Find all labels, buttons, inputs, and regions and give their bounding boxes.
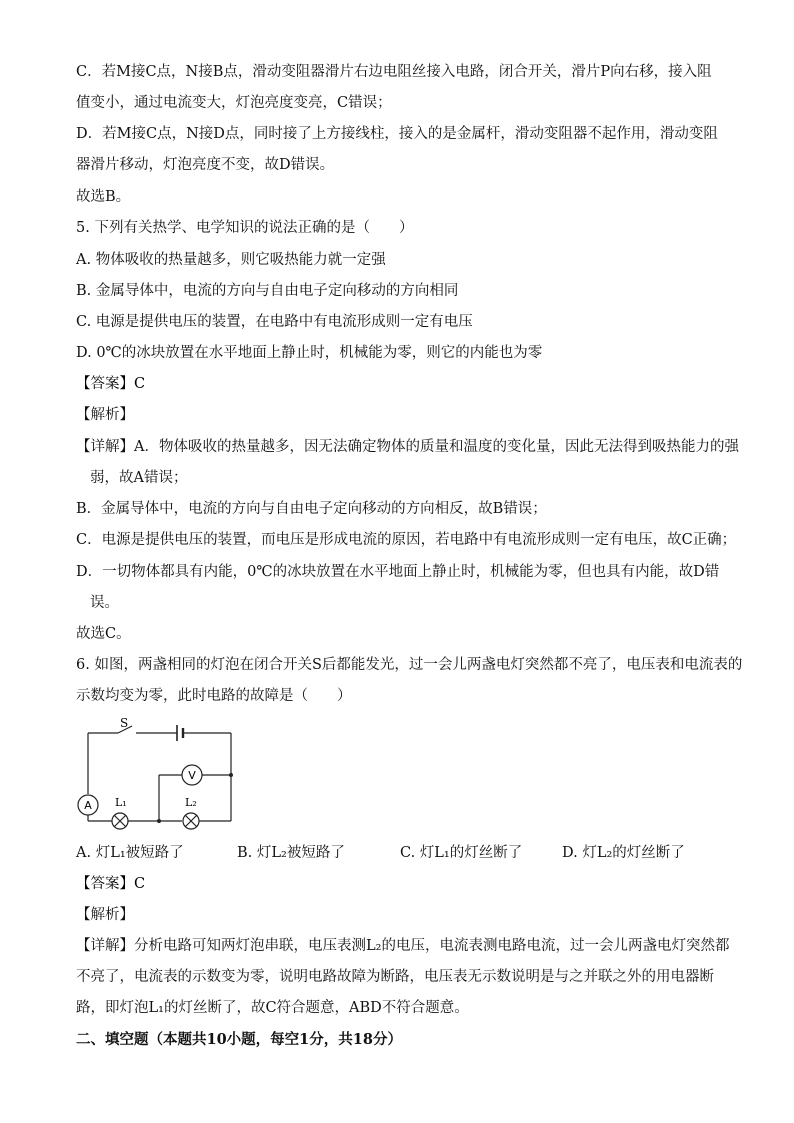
- detail-line: 【详解】A．物体吸收的热量越多，因无法确定物体的质量和温度的变化量，因此无法得到吸热能力的强: [76, 439, 739, 455]
- detail-line: C．电源是提供电压的装置，而电压是形成电流的原因，若电路中有电流形成则一定有电压，故C正确；: [76, 532, 737, 548]
- question-6-cont: 示数均变为零，此时电路的故障是（ ）: [76, 688, 352, 704]
- detail-line: D．一切物体都具有内能，0℃的冰块放置在水平地面上静止时，机械能为零，但也具有内能，故D错: [76, 564, 720, 580]
- lamp1-label: L₁: [115, 796, 127, 809]
- analysis-label: 【解析】: [76, 907, 134, 923]
- text-line: C．若M接C点，N接B点，滑动变阻器滑片右边电阻丝接入电路，闭合开关，滑片P向右移，接入阻: [76, 64, 712, 80]
- detail-line: 不亮了，电流表的示数变为零，说明电路故障为断路，电压表无示数说明是与之并联之外的用电器断: [76, 969, 714, 985]
- question-5: 5. 下列有关热学、电学知识的说法正确的是（ ）: [76, 220, 414, 236]
- circuit-diagram: [74, 713, 244, 838]
- option-d: D. 灯L₂的灯丝断了: [562, 845, 685, 861]
- answer-label: 【答案】C: [76, 876, 146, 892]
- detail-line: 误。: [90, 595, 119, 611]
- section-heading: 二、填空题（本题共10小题，每空1分，共18分）: [76, 1031, 402, 1048]
- ammeter-label: A: [84, 799, 92, 812]
- voltmeter-label: V: [188, 769, 196, 782]
- switch-label: S: [120, 716, 129, 730]
- analysis-label: 【解析】: [76, 407, 134, 423]
- text-line: 故选B。: [76, 189, 131, 205]
- junction-dot: [229, 773, 233, 777]
- lamp2-label: L₂: [185, 796, 197, 809]
- select-line: 故选C。: [76, 626, 131, 642]
- option-b: B. 金属导体中，电流的方向与自由电子定向移动的方向相同: [76, 283, 459, 299]
- text-line: 器滑片移动，灯泡亮度不变，故D错误。: [76, 157, 335, 173]
- answer-label: 【答案】C: [76, 376, 146, 392]
- option-c: C. 灯L₁的灯丝断了: [400, 845, 523, 861]
- detail-line: 路，即灯泡L₁的灯丝断了，故C符合题意，ABD不符合题意。: [76, 1000, 469, 1016]
- text-line: D．若M接C点，N接D点，同时接了上方接线柱，接入的是金属杆，滑动变阻器不起作用，滑动变阻: [76, 126, 718, 142]
- option-a: A. 灯L₁被短路了: [76, 845, 184, 861]
- detail-line: 弱，故A错误；: [90, 470, 188, 486]
- option-b: B. 灯L₂被短路了: [237, 845, 345, 861]
- option-d: D. 0℃的冰块放置在水平地面上静止时，机械能为零，则它的内能也为零: [76, 345, 543, 361]
- option-a: A. 物体吸收的热量越多，则它吸热能力就一定强: [76, 252, 386, 268]
- option-c: C. 电源是提供电压的装置，在电路中有电流形成则一定有电压: [76, 314, 473, 330]
- detail-line: B．金属导体中，电流的方向与自由电子定向移动的方向相反，故B错误；: [76, 501, 547, 517]
- text-line: 值变小，通过电流变大，灯泡亮度变亮，C错误；: [76, 95, 392, 111]
- question-6: 6. 如图，两盏相同的灯泡在闭合开关S后都能发光，过一会儿两盏电灯突然都不亮了，电压表和电流表的: [76, 657, 743, 673]
- junction-dot: [157, 819, 161, 823]
- detail-line: 【详解】分析电路可知两灯泡串联，电压表测L₂的电压，电流表测电路电流，过一会儿两盏电灯突然都: [76, 938, 730, 954]
